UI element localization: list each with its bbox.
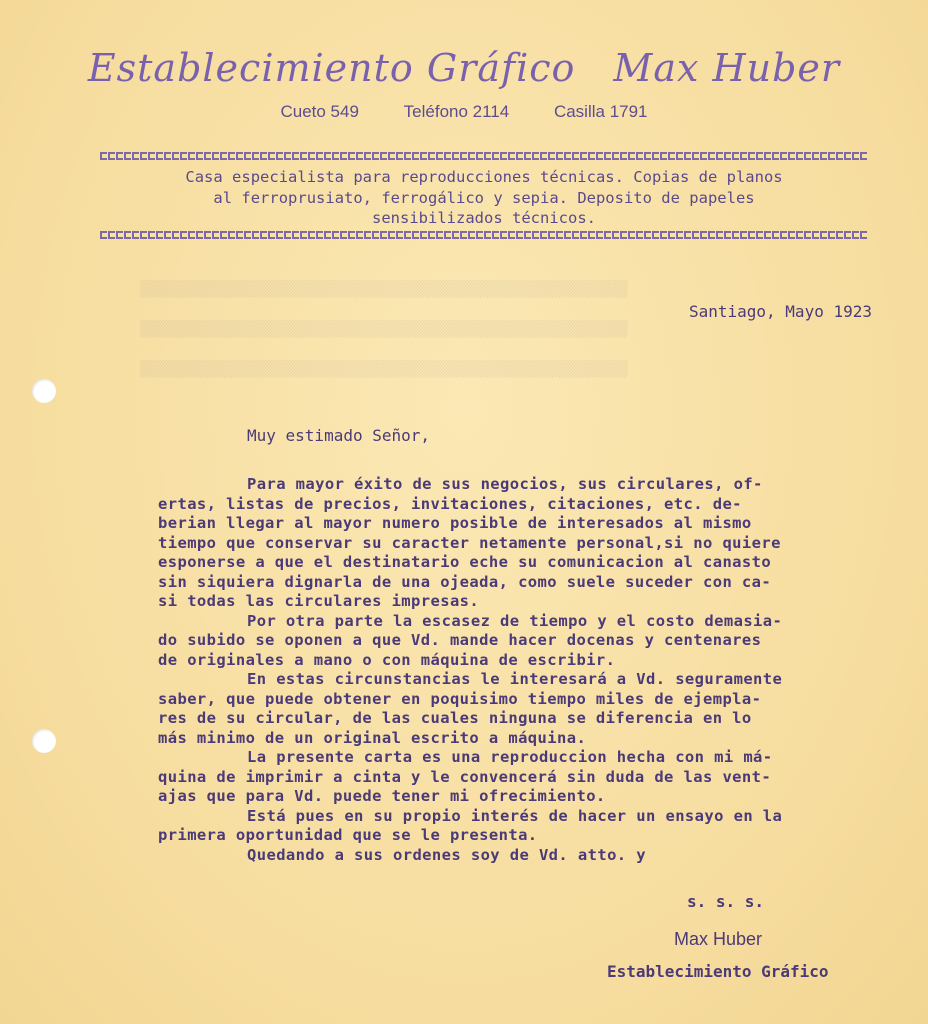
body-line: primera oportunidad que se le presenta. [158,826,538,844]
bleed-through-line: ▒▒▒▒▒▒▒▒▒▒▒▒▒▒▒▒▒▒▒▒▒▒▒▒▒▒▒▒▒▒▒▒▒▒▒▒▒▒▒▒▒▒▒▒▒▒▒▒▒▒▒▒▒▒ [140,320,628,338]
specialty-description [110,167,858,229]
letterhead-contact [0,102,928,122]
body-line: saber, que puede obtener en poquisimo tiempo miles de ejempla- [158,689,762,708]
body-line: Por otra parte la escasez de tiempo y el costo demasia- [247,611,783,630]
address: Cueto 549 [280,102,359,121]
specialty-line: al ferroprusiato, ferrogálico y sepia. Deposito de papeles [213,188,755,207]
body-line: ertas, listas de precios, invitaciones, citaciones, etc. de- [158,494,742,513]
letter-body [158,475,898,865]
body-line: res de su circular, de las cuales ninguna se diferencia en lo [158,709,752,727]
body-line: Quedando a sus ordenes soy de Vd. atto. y [247,845,647,864]
body-line: Para mayor éxito de sus negocios, sus circulares, of- [247,475,763,493]
specialty-line: sensibilizados técnicos. [372,209,596,227]
body-line: Está pues en su propio interés de hacer un ensayo en la [247,806,783,825]
body-line: de originales a mano o con máquina de escribir. [158,650,616,669]
body-line: si todas las circulares impresas. [158,592,480,610]
signature-name: Max Huber [674,929,763,949]
body-line: tiempo que conservar su caracter netamente personal,si no quiere [158,533,781,552]
punch-hole-top [32,379,56,403]
phone: Teléfono 2114 [403,102,510,121]
body-line: En estas circunstancias le interesará a Vd. seguramente [247,670,783,688]
signature-company: Establecimiento Gráfico [607,962,829,981]
letterhead-title [0,46,928,90]
po-box: Casilla 1791 [553,102,648,121]
company-name: Establecimiento Gráfico [87,46,576,90]
bleed-through-line: ▒▒▒▒▒▒▒▒▒▒▒▒▒▒▒▒▒▒▒▒▒▒▒▒▒▒▒▒▒▒▒▒▒▒▒▒▒▒▒▒▒▒▒▒▒▒▒▒▒▒▒▒▒▒ [140,280,628,298]
punch-hole-bottom [32,729,56,753]
decorative-border-bottom [100,231,868,239]
owner-name: Max Huber [613,46,841,90]
closing: s. s. s. [687,892,765,911]
body-line: berian llegar al mayor numero posible de interesados al mismo [158,514,752,532]
decorative-border-top [100,152,868,160]
body-line: La presente carta es una reproduccion hecha con mi má- [247,748,773,766]
body-line: ajas que para Vd. puede tener mi ofrecimiento. [158,787,606,805]
body-line: quina de imprimir a cinta y le convencerá sin duda de las vent- [158,767,772,786]
letter-date: Santiago, Mayo 1923 [688,302,872,321]
salutation: Muy estimado Señor, [247,426,431,445]
body-line: más minimo de un original escrito a máquina. [158,728,587,747]
body-line: esponerse a que el destinatario eche su comunicacion al canasto [158,553,772,571]
body-line: do subido se oponen a que Vd. mande hacer docenas y centenares [158,631,762,649]
specialty-line: Casa especialista para reproducciones técnicas. Copias de planos [185,168,783,186]
body-line: sin siquiera dignarla de una ojeada, como suele suceder con ca- [158,572,772,591]
bleed-through-line: ▒▒▒▒▒▒▒▒▒▒▒▒▒▒▒▒▒▒▒▒▒▒▒▒▒▒▒▒▒▒▒▒▒▒▒▒▒▒▒▒▒▒▒▒▒▒▒▒▒▒▒▒▒▒ [140,360,628,378]
